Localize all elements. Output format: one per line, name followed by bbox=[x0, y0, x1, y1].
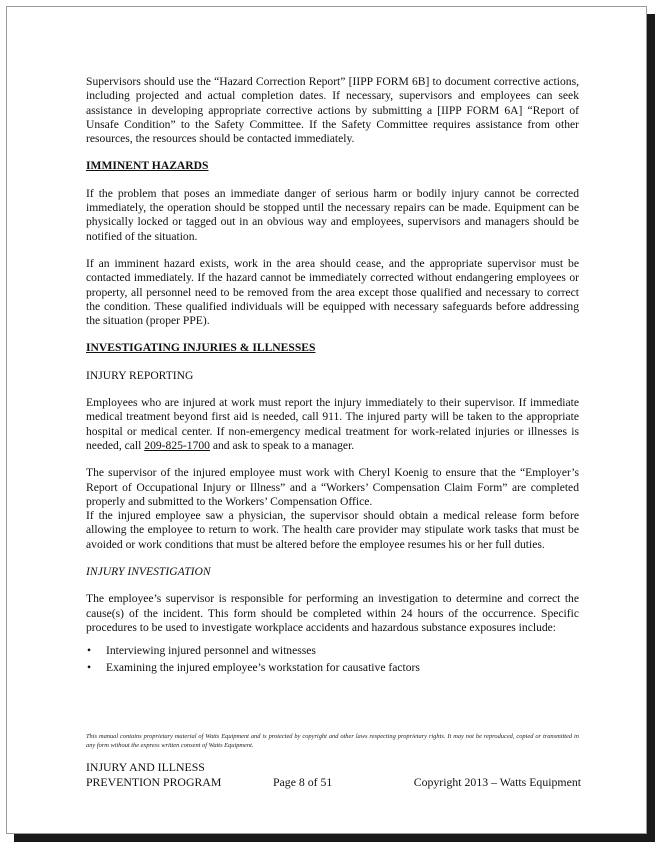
phone-number-link[interactable]: 209-825-1700 bbox=[144, 438, 210, 452]
paragraph-supervisor-forms: The supervisor of the injured employee must work with Cheryl Koenig to ensure that the “Employer’s Report of Occupational Injury or Illness” and a “Workers’ Compensation Claim Form” are completed properly and submitted to the Workers’ Compensation Office. bbox=[86, 466, 579, 508]
reporting-text-start: Employees who are injured at work must report the injury immediately to their supervisor. If immediate medical treatment beyond first aid is needed, call 911. The injured party will be taken to the appropriate hospital or medical center. If non-emergency medical treatment for work-related injuries or illnesses is needed, call bbox=[86, 396, 579, 452]
page-footer bbox=[86, 760, 581, 789]
list-item-text: Examining the injured employee’s workstation for causative factors bbox=[106, 660, 420, 674]
paragraph-injury-reporting bbox=[86, 396, 579, 453]
list-item bbox=[86, 661, 579, 675]
bullet-icon: • bbox=[87, 644, 92, 658]
paragraph-imminent-1: If the problem that poses an immediate danger of serious harm or bodily injury cannot be corrected immediately, the operation should be stopped until the necessary repairs can be made. Equipment can be physically locked or tagged out in an obvious way and employees, supervisors and managers should be notified of the situation. bbox=[86, 186, 579, 243]
paragraph-investigation: The employee’s supervisor is responsible for performing an investigation to determine and correct the cause(s) of the incident. This form should be completed within 24 hours of the occurrence. Specific procedures to be used to investigate workplace accidents and hazardous substance exposures include: bbox=[86, 592, 579, 634]
footer-program-line1: INJURY AND ILLNESS bbox=[86, 760, 205, 774]
list-item-text: Interviewing injured personnel and witnesses bbox=[106, 644, 316, 658]
document-body bbox=[86, 75, 579, 677]
footer-copyright: Copyright 2013 – Watts Equipment bbox=[413, 774, 581, 789]
bullet-icon: • bbox=[87, 660, 92, 674]
procedure-list bbox=[86, 644, 579, 675]
heading-investigating: INVESTIGATING INJURIES & ILLNESSES bbox=[86, 341, 316, 355]
paragraph-imminent-2: If an imminent hazard exists, work in the area should cease, and the appropriate supervisor must be contacted immediately. If the hazard cannot be immediately corrected without endangering employees or property, all personnel need to be removed from the area except those qualified and necessary to correct the condition. These qualified individuals will be equipped with necessary safeguards before addressing the situation (proper PPE). bbox=[86, 256, 579, 328]
subheading-injury-investigation: INJURY INVESTIGATION bbox=[86, 565, 211, 579]
paragraph-medical-release: If the injured employee saw a physician, the supervisor should obtain a medical release form before allowing the employee to return to work. The health care provider may stipulate work tasks that must be avoided or work conditions that must be altered before the employee resumes his or her full duties. bbox=[86, 509, 579, 551]
copyright-disclaimer: This manual contains proprietary material of Watts Equipment and is protected by copyright and other laws respecting proprietary rights. It may not be reproduced, copied or transmitted in any form without the express written consent of Watts Equipment. bbox=[86, 733, 579, 749]
heading-imminent-hazards: IMMINENT HAZARDS bbox=[86, 159, 209, 173]
footer-program-line2: PREVENTION PROGRAM bbox=[86, 774, 222, 789]
subheading-injury-reporting: INJURY REPORTING bbox=[86, 368, 194, 382]
list-item bbox=[86, 644, 579, 658]
reporting-text-end: and ask to speak to a manager. bbox=[209, 438, 355, 452]
paragraph-corrective-actions: Supervisors should use the “Hazard Correction Report” [IIPP FORM 6B] to document corrective actions, including projected and actual completion dates. If necessary, supervisors and employees can seek assistance in developing appropriate corrective actions by submitting a [IIPP FORM 6A] “Report of Unsafe Condition” to the Safety Committee. If the Safety Committee requires assistance from other resources, the resources should be contacted immediately. bbox=[86, 75, 579, 146]
footer-page-number: Page 8 of 51 bbox=[273, 774, 333, 789]
